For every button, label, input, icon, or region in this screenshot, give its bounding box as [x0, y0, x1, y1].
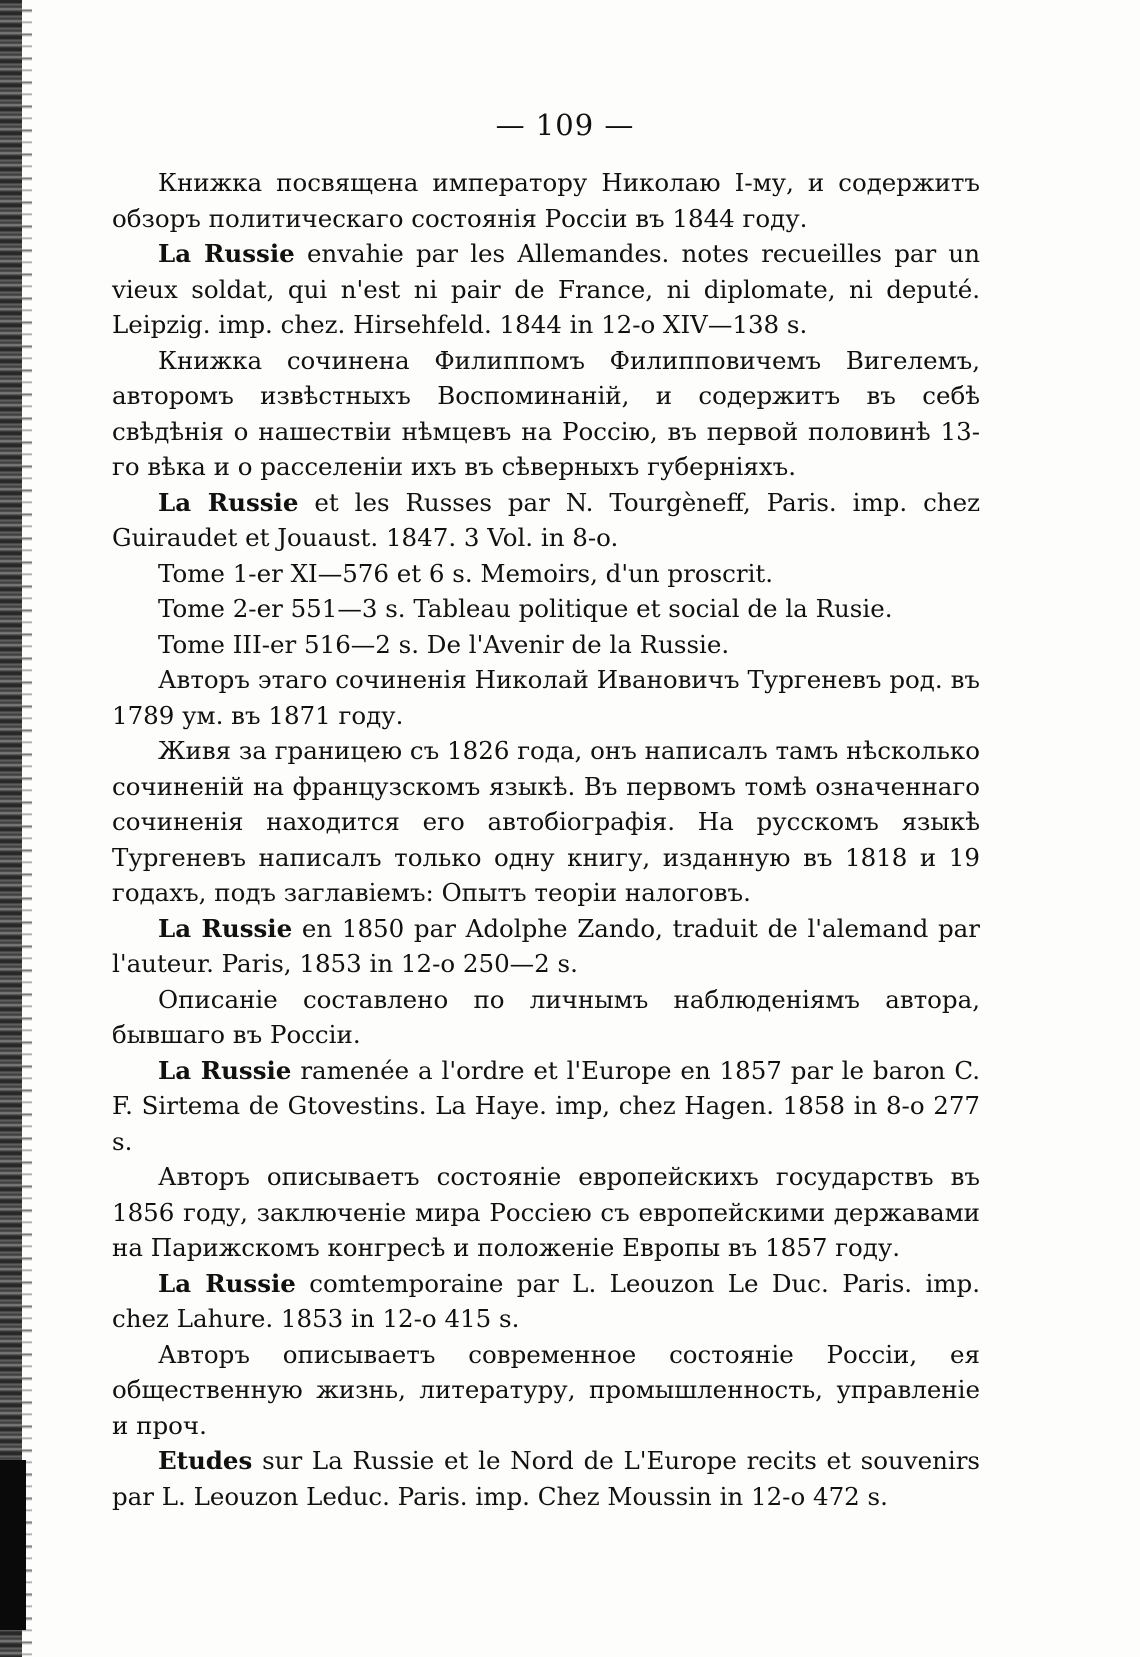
paragraph [112, 662, 980, 733]
paragraph [112, 1053, 980, 1160]
paragraph-text: Живя за границею съ 1826 года, онъ написалъ тамъ нѣсколько сочиненій на французскомъ языкѣ. Въ первомъ томѣ означеннаго сочиненія находится его автобіографія. На русскомъ языкѣ Тургеневъ написалъ только одну книгу, изданную въ 1818 и 19 годахъ, подъ заглавіемъ: Опытъ теоріи налоговъ. [112, 736, 980, 907]
paragraph-text: Авторъ этаго сочиненія Николай Ивановичъ Тургеневъ род. въ 1789 ум. въ 1871 году. [112, 665, 980, 730]
paragraph-text: Авторъ описываетъ состояніе европейскихъ государствъ въ 1856 году, заключеніе мира Россіею съ европейскими державами на Парижскомъ конгресѣ и положеніе Европы въ 1857 году. [112, 1162, 980, 1262]
paragraph-text: comtemporaine par L. Leouzon Le Duc. Paris. imp. chez Lahure. 1853 in 12-o 415 s. [112, 1268, 981, 1333]
page-binding-shadow [22, 0, 32, 1657]
paragraph-text: Книжка посвящена императору Николаю I-му, и содержитъ обзоръ политическаго состоянія Россіи въ 1844 году. [112, 168, 980, 233]
paragraph [112, 165, 980, 236]
page-text [112, 165, 980, 1514]
paragraph [112, 1337, 980, 1444]
paragraph [112, 733, 980, 911]
paragraph-text: et les Russes par N. Tourgèneff, Paris. imp. chez Guiraudet et Jouaust. 1847. 3 Vol. in 8-o. [112, 487, 980, 552]
paragraph [112, 485, 980, 556]
paragraph-lead: La Russie [158, 487, 299, 517]
paragraph [112, 236, 980, 343]
page-number: — 109 — [495, 108, 635, 142]
paragraph [112, 556, 980, 592]
paragraph [112, 591, 980, 627]
paragraph-text: en 1850 par Adolphe Zando, traduit de l'alemand par l'auteur. Paris, 1853 in 12-o 250—2 s. [112, 913, 980, 978]
paragraph-text: envahie par les Allemandes. notes recueilles par un vieux soldat, qui n'est ni pair de France, ni diplomate, ni deputé. Leipzig. imp. chez. Hirsehfeld. 1844 in 12-o XIV—138 s. [112, 239, 980, 339]
paragraph [112, 627, 980, 663]
paragraph-text: Tome III-er 516—2 s. De l'Avenir de la Russie. [158, 629, 730, 659]
paragraph-text: ramenée a l'ordre et l'Europe en 1857 par le baron C. F. Sirtema de Gtovestins. La Haye. imp, chez Hagen. 1858 in 8-o 277 s. [112, 1055, 980, 1156]
paragraph [112, 1266, 980, 1337]
page-binding-dark-strip [0, 1460, 26, 1630]
paragraph-text: sur La Russie et le Nord de L'Europe recits et souvenirs par L. Leouzon Leduc. Paris. imp. Chez Moussin in 12-o 472 s. [112, 1446, 980, 1511]
paragraph-lead: La Russie [158, 1055, 292, 1085]
paragraph-text: Tome 1-er XI—576 et 6 s. Memoirs, d'un proscrit. [158, 558, 774, 588]
page-binding-edge [0, 0, 22, 1657]
paragraph-text: Авторъ описываетъ современное состояніе Россіи, ея общественную жизнь, литературу, промышленность, управленіе и проч. [112, 1339, 980, 1440]
paragraph-lead: La Russie [158, 913, 293, 943]
paragraph-text: Книжка сочинена Филиппомъ Филипповичемъ Вигелемъ, авторомъ извѣстныхъ Воспоминаній, и содержитъ въ себѣ свѣдѣнія о нашествіи нѣмцевъ на Россію, въ первой половинѣ 13-го вѣка и о расселеніи ихъ въ сѣверныхъ губерніяхъ. [112, 345, 980, 481]
paragraph [112, 911, 980, 982]
paragraph [112, 1159, 980, 1266]
paragraph-lead: Etudes [158, 1446, 253, 1475]
paragraph-lead: La Russie [158, 1268, 296, 1298]
paragraph [112, 343, 980, 485]
paragraph-text: Описаніе составлено по личнымъ наблюденіямъ автора, бывшаго въ Россіи. [112, 984, 980, 1049]
paragraph-lead: La Russie [158, 239, 295, 268]
paragraph-text: Tome 2-er 551—3 s. Tableau politique et social de la Rusie. [158, 594, 893, 623]
paragraph [112, 1443, 980, 1514]
paragraph [112, 982, 980, 1053]
